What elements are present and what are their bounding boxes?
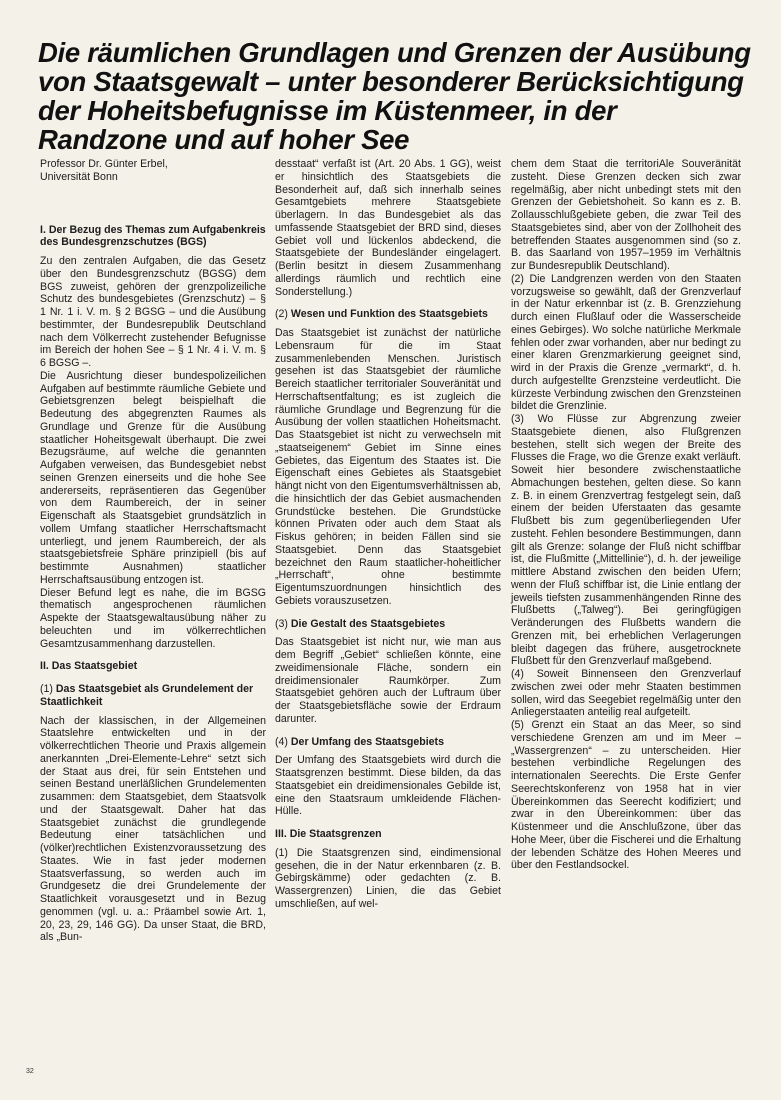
paragraph: Der Umfang des Staatsgebiets wird durch die Staatsgrenzen bestimmt. Diese bilden, da das Staatsgebiet ein dreidimensionales Gebilde ist, eine den Staatsraum umkleidende Flächen-Hülle. (275, 754, 501, 818)
title-line: von Staatsgewalt – unter besonderer Berücksichtigung (38, 66, 744, 97)
subsection-number: (1) (40, 683, 53, 695)
title-line: der Hoheitsbefugnisse im Küstenmeer, in der (38, 95, 617, 126)
subsection-number: (2) (275, 308, 288, 321)
article-title (38, 38, 758, 154)
subsection-number: (3) (275, 617, 288, 630)
subsection-title: Wesen und Funktion des Staatsgebiets (290, 308, 488, 321)
paragraph: Nach der klassischen, in der Allgemeinen Staatslehre entwickelten und in der völkerrechtlichen Theorie und Praxis allgemein anerkannten „Drei-Elemente-Lehre“ setzt sich der Staat aus drei, für sein Entstehen und seinen Bestand unerläßlichen Grundelementen zusammen: dem Staatsgebiet, dem Staatsvolk und der Staatsgewalt. Daher hat das Staatsgebiet zunächst die grundlegende Bedeutung einer tatsächlichen und (völker)rechtlichen Existenzvoraussetzung des Staates. Wie in fast jeder modernen Staatsverfassung, so werden auch im Grundgesetz die drei Grundelemente der Staatlichkeit vorausgesetzt und in Bezug genommen (vgl. u. a.: Präambel sowie Art. 1, 20, 23, 29, 146 GG). Da unser Staat, die BRD, als „Bun- (40, 714, 266, 944)
paragraph: (3) Wo Flüsse zur Abgrenzung zweier Staatsgebiete dienen, also Flußgrenzen bestehen, stellt sich wegen der Breite des Flusses die Frage, wo die Grenze exakt verläuft. Soweit hier besondere zwischenstaatliche Abmachungen bestehen, gelten diese. So kann z. B. in einem Grenzvertrag festgelegt sein, daß einem der beiden Uferstaaten das gesamte Flußbett bis zum gegenüberliegenden Ufer zusteht. Fehlen besondere Bestimmungen, dann gilt als Grenze: solange der Fluß nicht schiffbar ist, die Flußmitte („Mittellinie“), d. h. der jeweilige mittlere Abstand zwischen den beiden Ufern; wenn der Fluß schiffbar ist, die Linie entlang der jeweils tiefsten zusammenhängenden Rinne des Flußbetts („Talweg“). Bei geringfügigen Veränderungen des Flußbetts wandern die Grenzen mit, bei erheblichen Verlagerungen bleibt dagegen das frühere, ausgetrocknete Flußbett für den Grenzverlauf maßgebend. (511, 413, 741, 668)
title-line: Die räumlichen Grundlagen und Grenzen der Ausübung (38, 37, 751, 68)
text-column-1 (40, 158, 266, 944)
section-heading: II. Das Staatsgebiet (40, 660, 138, 673)
paragraph: Die Ausrichtung dieser bundespolizeilichen Aufgaben auf bestimmte räumliche Gebiete und Gebietsgrenzen belegt beispielhaft die Bedeutung des abgegrenzten Raumes als Grundlage und Grenze für die Ausübung staatlicher Hoheitsgewalt überhaupt. Die zwei Bezugsräume, auf welche die genannten Aufgaben verweisen, das Bundesgebiet nebst seinen Grenzen einerseits und die hohe See andererseits, repräsentieren das Gegenüber von dem Raumbereich, der in seiner Eigenschaft als Staatsgebiet grundsätzlich in vollem Umfang staatlicher Herrschaftsmacht unterliegt, und jenem Raumbereich, der als staatsgebietsfreie Sphäre prinzipiell (bis auf bestimmte Ausnahmen) staatlicher Herrschaftsausübung entzogen ist. (40, 369, 266, 586)
section-heading: III. Die Staatsgrenzen (275, 828, 382, 840)
subsection-heading (275, 618, 501, 631)
text-column-2 (275, 158, 501, 911)
paragraph: (1) Die Staatsgrenzen sind, eindimensional gesehen, die in der Natur erkennbaren (z. B. Gebirgskämme) oder gedachten (z. B. Wassergrenzen) Linien, die das Gebiet umschließen, auf wel- (275, 846, 501, 910)
section-heading: I. Der Bezug des Themas zum Aufgabenkreis des Bundesgrenzschutzes (BGS) (40, 223, 266, 249)
paragraph: Das Staatsgebiet ist nicht nur, wie man aus dem Begriff „Gebiet“ schließen könnte, eine zweidimensionale Fläche, sondern ein dreidimensionaler Raumkörper. Zum Staatsgebiet gehören auch der Luftraum über der Staatsgebietsfläche sowie der Erdraum darunter. (275, 636, 501, 725)
paragraph: Zu den zentralen Aufgaben, die das Gesetz über den Bundesgrenzschutz (BGSG) dem BGS zuweist, gehören der grenzpolizeiliche Schutz des bundesgebietes (Grenzschutz) – § 1 Nr. 1 i. V. m. § 2 BGSG – und die Ausübung bestimmter, der Bundesrepublik Deutschland nach dem Völkerrecht zustehender Befugnisse im Bereich der hohen See – § 1 Nr. 4 i. V. m. § 6 BGSG –. (40, 255, 266, 369)
text-column-3 (511, 158, 741, 872)
subsection-title: Das Staatsgebiet als Grundelement der Staatlichkeit (40, 683, 254, 708)
author-name: Professor Dr. Günter Erbel, (40, 158, 168, 170)
author-block (40, 158, 266, 184)
paragraph: Dieser Befund legt es nahe, die im BGSG thematisch angesprochenen räumlichen Aspekte der Staatsgewaltausübung näher zu beleuchten und im völkerrechtlichen Gesamtzusammenhang darzustellen. (40, 586, 266, 650)
paragraph: desstaat“ verfaßt ist (Art. 20 Abs. 1 GG), weist er hinsichtlich des Staatsgebiets die Besonderheit auf, daß sich innerhalb seines Gesamtgebiets mehrere Staatsgebiete überlagern. In das Bundesgebiet als das umfassende Staatsgebiet der BRD sind, dieses Gebiet voll und lückenlos abdeckend, die Staatsgebiete der Bundesländer eingelagert. (Berlin besitzt in diesem Zusammenhang allerdings räumlich und rechtlich eine Sonderstellung.) (275, 158, 501, 298)
paragraph: (4) Soweit Binnenseen den Grenzverlauf zwischen zwei oder mehr Staaten bestimmen sollen, wird das Seegebiet regelmäßig unter den Anliegerstaaten anteilig real aufgeteilt. (511, 668, 741, 719)
page-number: 32 (26, 1068, 34, 1075)
author-affiliation: Universität Bonn (40, 170, 118, 183)
subsection-title: Der Umfang des Staatsgebiets (290, 735, 444, 748)
paragraph: (2) Die Landgrenzen werden von den Staaten vorzugsweise so gewählt, daß der Grenzverlauf in der Natur erkennbar ist (z. B. Grenzziehung durch einen Flußlauf oder die Wasserscheide eines Gebirges). Wo solche natürliche Merkmale fehlen oder zwar vorhanden, aber nur bedingt zu einer klaren Grenzmarkierung geeignet sind, wird in der Praxis die Grenze „vermarkt“, d. h. durch aufgestellte Grenzsteine verdeutlicht. Die kürzeste Verbindung zwischen den Grenzsteinen bildet die Grenzlinie. (511, 272, 741, 413)
paragraph: (5) Grenzt ein Staat an das Meer, so sind verschiedene Grenzen am und im Meer – „Wassergrenzen“ – zu unterscheiden. Hier bestehen verbindliche Regelungen des internationalen Seerechts. Die Erste Genfer Seerechtskonferenz von 1958 hat in vier Übereinkommen das Seerecht kodifiziert; und zwar in den Übereinkommen: über das Küstenmeer und die Anschlußzone, über das Hohe Meer, über die Fischerei und die Erhaltung der lebenden Schätze des Hohen Meeres und über den Festlandsockel. (511, 719, 741, 872)
subsection-heading (275, 736, 501, 749)
title-line: Randzone und auf hoher See (38, 124, 410, 155)
subsection-heading (40, 683, 266, 709)
subsection-heading (275, 308, 501, 321)
subsection-title: Die Gestalt des Staatsgebietes (290, 617, 446, 630)
paragraph: Das Staatsgebiet ist zunächst der natürliche Lebensraum für die im Staat zusammenlebenden Menschen. Juristisch gesehen ist das Staatsgebiet der räumliche Bereich staatlicher territorialer Souveränität und Herrschaftsentfaltung; es ist zugleich die räumliche Grundlage und Begrenzung für die Ausübung der vollen staatlichen Hoheitsmacht. Das Staatsgebiet ist nicht zu verwechseln mit „staatseigenem“ Gebiet im Sinne eines Gebietes, das Eigentum des Staates ist. Die Eigenschaft eines Gebietes als Staatsgebiet hängt nicht von den Eigentumsverhältnissen ab, die hinsichtlich der das Gebiet ausmachenden Grundstücke bestehen. Die Grundstücke können Privaten oder auch dem Staat als Fiskus gehören; in beiden Fällen sind sie Staatsgebiet. Denn das Staatsgebiet bezeichnet den Raum staatlicher-hoheitlicher „Herrschaft“, ohne bestimmte Eigentumszuordnungen hinsichtlich des Gebiets vorauszusetzen. (275, 327, 501, 607)
paragraph: chem dem Staat die territoriAle Souveränität zusteht. Diese Grenzen decken sich zwar regelmäßig, aber nicht unbedingt stets mit den Grenzen der Gebietshoheit. So kann es z. B. Zollausschlußgebiete geben, die zwar Teil des Staatsgebietes sind, aber von der Zollhoheit des betreffenden Staates ausgenommen sind (so z. B. das Saarland von 1957–1959 im Verhältnis zur Bundesrepublik Deutschland). (511, 158, 741, 272)
subsection-number: (4) (275, 735, 288, 748)
